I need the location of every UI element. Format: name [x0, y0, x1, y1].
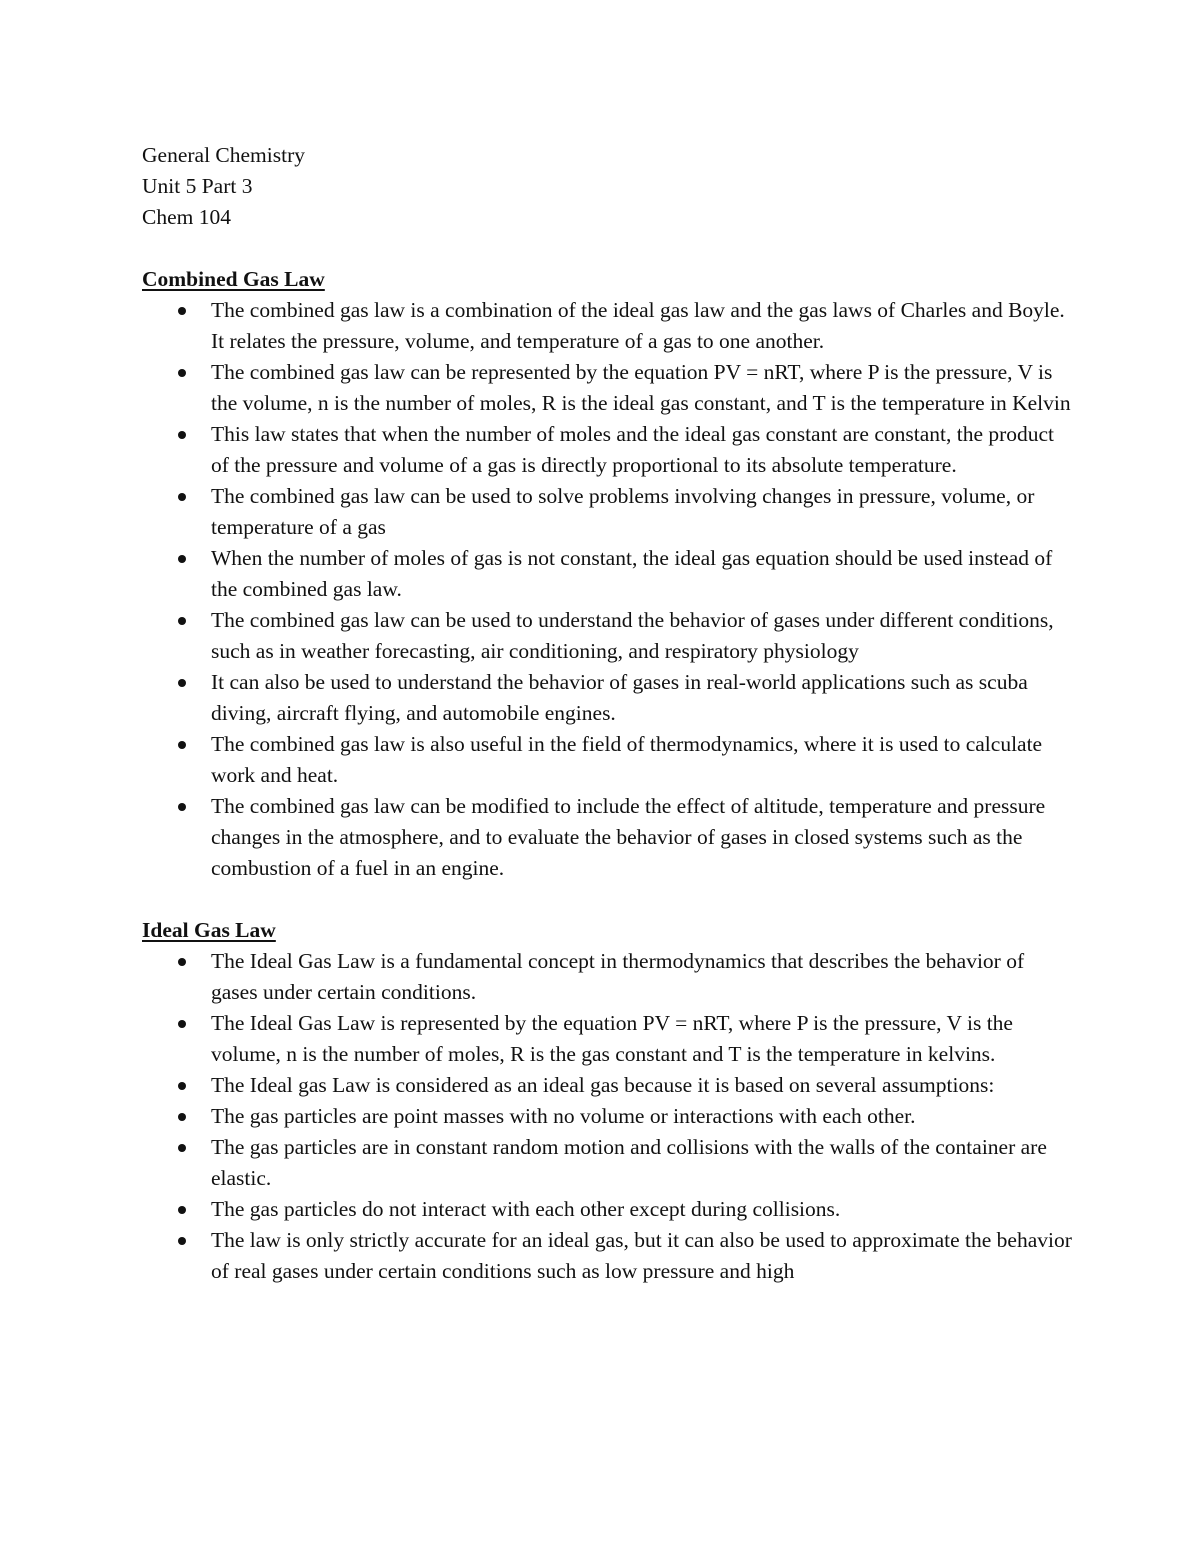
list-item [142, 1194, 1072, 1225]
bullet-icon [178, 1206, 186, 1214]
list-item [142, 605, 1072, 667]
unit-label: Unit 5 Part 3 [142, 174, 253, 198]
bullet-icon [178, 431, 186, 439]
list-item [142, 419, 1072, 481]
bullet-icon [178, 555, 186, 563]
list-item [142, 667, 1072, 729]
list-item [142, 481, 1072, 543]
list-item-text: The combined gas law can be used to understand the behavior of gases under different conditions, such as in weather forecasting, air conditioning, and respiratory physiology [211, 608, 1054, 663]
list-item [142, 543, 1072, 605]
list-item-text: It can also be used to understand the behavior of gases in real-world applications such as scuba diving, aircraft flying, and automobile engines. [211, 670, 1028, 725]
combined-gas-law-bullets [142, 295, 1072, 884]
section-title-ideal-gas-law: Ideal Gas Law [142, 918, 276, 942]
bullet-icon [178, 1020, 186, 1028]
list-item-text: When the number of moles of gas is not constant, the ideal gas equation should be used instead of the combined gas law. [211, 546, 1053, 601]
list-item [142, 729, 1072, 791]
spacer [142, 233, 1072, 264]
list-item-text: The combined gas law can be used to solve problems involving changes in pressure, volume, or temperature of a gas [211, 484, 1035, 539]
bullet-icon [178, 958, 186, 966]
bullet-icon [178, 307, 186, 315]
list-item-text: The gas particles are in constant random motion and collisions with the walls of the container are elastic. [211, 1135, 1047, 1190]
bullet-icon [178, 1144, 186, 1152]
course-code: Chem 104 [142, 205, 231, 229]
list-item [142, 1008, 1072, 1070]
bullet-icon [178, 1237, 186, 1245]
list-item-text: The Ideal Gas Law is represented by the equation PV = nRT, where P is the pressure, V is the volume, n is the number of moles, R is the gas constant and T is the temperature in kelvins. [211, 1011, 1013, 1066]
ideal-gas-law-bullets [142, 946, 1072, 1287]
course-title: General Chemistry [142, 143, 305, 167]
bullet-icon [178, 369, 186, 377]
list-item-text: The Ideal gas Law is considered as an ideal gas because it is based on several assumptions: [211, 1073, 995, 1097]
list-item-text: The combined gas law can be represented by the equation PV = nRT, where P is the pressure, V is the volume, n is the number of moles, R is the ideal gas constant, and T is the temperature in Kelvin [211, 360, 1071, 415]
list-item [142, 791, 1072, 884]
bullet-icon [178, 493, 186, 501]
list-item [142, 1070, 1072, 1101]
list-item-text: This law states that when the number of moles and the ideal gas constant are constant, the product of the pressure and volume of a gas is directly proportional to its absolute temperature. [211, 422, 1055, 477]
list-item-text: The combined gas law is a combination of the ideal gas law and the gas laws of Charles and Boyle. It relates the pressure, volume, and temperature of a gas to one another. [211, 298, 1065, 353]
section-title-combined-gas-law: Combined Gas Law [142, 267, 325, 291]
list-item-text: The gas particles are point masses with no volume or interactions with each other. [211, 1104, 916, 1128]
list-item-text: The Ideal Gas Law is a fundamental concept in thermodynamics that describes the behavior of gases under certain conditions. [211, 949, 1025, 1004]
list-item [142, 1132, 1072, 1194]
list-item [142, 946, 1072, 1008]
bullet-icon [178, 803, 186, 811]
list-item-text: The combined gas law can be modified to include the effect of altitude, temperature and pressure changes in the atmosphere, and to evaluate the behavior of gases in closed systems such as the combustion of a fuel in an engine. [211, 794, 1046, 880]
list-item-text: The combined gas law is also useful in the field of thermodynamics, where it is used to calculate work and heat. [211, 732, 1043, 787]
bullet-icon [178, 1113, 186, 1121]
spacer [142, 884, 1072, 915]
list-item [142, 1101, 1072, 1132]
bullet-icon [178, 741, 186, 749]
list-item [142, 295, 1072, 357]
bullet-icon [178, 679, 186, 687]
list-item [142, 357, 1072, 419]
list-item [142, 1225, 1072, 1287]
document-page [142, 140, 1072, 1287]
list-item-text: The gas particles do not interact with each other except during collisions. [211, 1197, 841, 1221]
list-item-text: The law is only strictly accurate for an ideal gas, but it can also be used to approximate the behavior of real gases under certain conditions such as low pressure and high [211, 1228, 1072, 1283]
bullet-icon [178, 1082, 186, 1090]
bullet-icon [178, 617, 186, 625]
